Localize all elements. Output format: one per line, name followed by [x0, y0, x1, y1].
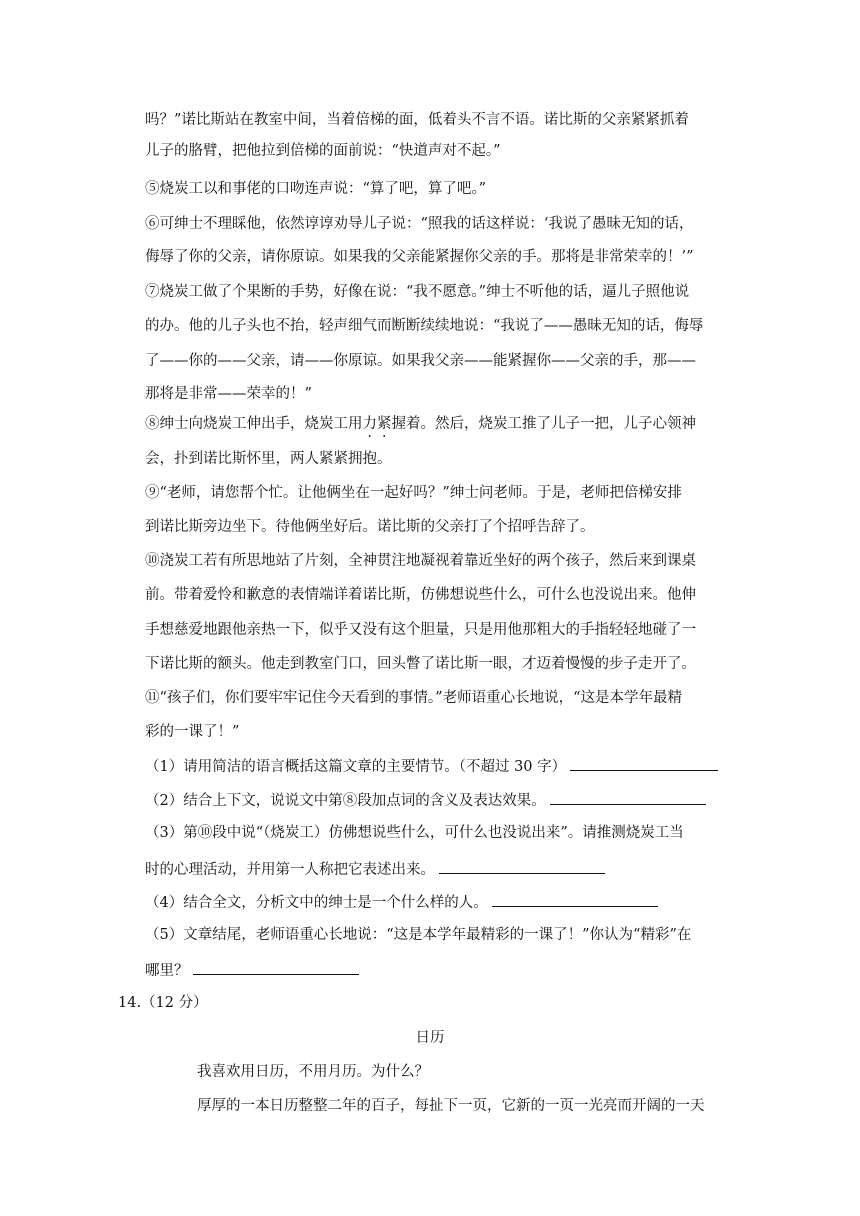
text-line: 侮辱了你的父亲，请你原谅。如果我的父亲能紧握你父亲的手。那将是非常荣幸的！’” [145, 249, 694, 265]
text-line: 会，扑到诺比斯怀里，两人紧紧拥抱。 [145, 451, 392, 467]
text-line: ⑦烧炭工做了个果断的手势，好像在说：“我不愿意。”绅士不听他的话，逼儿子照他说 [145, 284, 690, 300]
question-5: （5）文章结尾，老师语重心长地说：“这是本学年最精彩的一课了！”你认为“精彩”在 [145, 927, 692, 943]
text-line: ⑤烧炭工以和事佬的口吻连声说：“算了吧，算了吧。” [145, 181, 487, 197]
text-line: 前。带着爱怜和歉意的表情端详着诺比斯，仿佛想说些什么，可什么也没说出来。他伸 [145, 587, 696, 603]
question-text: 时的心理活动，并用第一人称把它表述出来。 [145, 862, 435, 878]
p8-text-after: 握着。然后，烧炭工推了儿子一把，儿子心领神 [391, 416, 696, 432]
text-line: ⑪“孩子们，你们要牢牢记住今天看到的事情。”老师语重心长地说，“这是本学年最精 [145, 690, 682, 706]
text-line: 儿子的胳臂，把他拉到倍梯的面前说：“快道声对不起。” [145, 143, 501, 159]
question-text: 哪里？ [145, 963, 189, 979]
question-text: （2）结合上下文，说说文中第⑧段加点词的含义及表达效果。 [145, 793, 546, 809]
text-line: 那将是非常——荣幸的！” [145, 386, 312, 402]
dotted-char: 力 [362, 416, 377, 432]
question-5-cont [145, 959, 359, 981]
text-line: 下诺比斯的额头。他走到教室门口，回头瞥了诺比斯一眼，才迈着慢慢的步子走开了。 [145, 656, 696, 672]
p8-text-before: ⑧绅士向烧炭工伸出手，烧炭工用 [145, 416, 363, 432]
answer-blank[interactable] [550, 789, 706, 805]
answer-blank[interactable] [492, 891, 658, 907]
text-line: 的办。他的儿子头也不抬，轻声细气而断断续续地说：“我说了——愚昧无知的话，侮辱 [145, 318, 704, 334]
answer-blank[interactable] [439, 858, 605, 874]
essay-line: 厚厚的一本日历整整二年的百子，每扯下一页，它新的一页一光亮而开阔的一天 [197, 1098, 705, 1114]
question-text: （4）结合全文，分析文中的绅士是一个什么样的人。 [145, 895, 488, 911]
answer-blank[interactable] [570, 755, 718, 771]
question-4 [145, 891, 658, 913]
question-text: （1）请用简洁的语言概括这篇文章的主要情节。（不超过 30 字） [145, 759, 567, 775]
essay-line: 我喜欢用日历，不用月历。为什么？ [197, 1064, 429, 1080]
text-line: 到诺比斯旁边坐下。待他俩坐好后。诺比斯的父亲打了个招呼告辞了。 [145, 519, 595, 535]
text-line: 了——你的——父亲，请——你原谅。如果我父亲——能紧握你——父亲的手，那—— [145, 353, 696, 369]
essay-title: 日历 [415, 1030, 445, 1046]
paragraph-8-line [145, 414, 696, 434]
dotted-char: 紧 [377, 416, 392, 432]
text-line: ⑨“老师，请您帮个忙。让他俩坐在一起好吗？”绅士问老师。于是，老师把倍梯安排 [145, 485, 682, 501]
answer-blank[interactable] [193, 959, 359, 975]
question-2 [145, 789, 706, 811]
text-line: 手想慈爱地跟他亲热一下，似乎又没有这个胆量，只是用他那粗大的手指轻轻地碰了一 [145, 622, 696, 638]
question-3-cont [145, 858, 605, 880]
text-line: ⑩浇炭工若有所思地站了片刻，全神贯注地凝视着靠近坐好的两个孩子，然后来到课桌 [145, 553, 696, 569]
text-line: 吗？”诺比斯站在教室中间，当着倍梯的面，低着头不言不语。诺比斯的父亲紧紧抓着 [145, 112, 689, 128]
question-1 [145, 755, 718, 777]
text-line: ⑥可绅士不理睬他，依然谆谆劝导儿子说：“照我的话这样说：‘我说了愚昧无知的话， [145, 216, 694, 232]
question-3: （3）第⑩段中说“（烧炭工）仿佛想说些什么，可什么也没说出来”。请推测烧炭工当 [145, 825, 684, 841]
question-14-header: 14.（12 分） [118, 995, 208, 1011]
text-line: 彩的一课了！” [145, 724, 240, 740]
